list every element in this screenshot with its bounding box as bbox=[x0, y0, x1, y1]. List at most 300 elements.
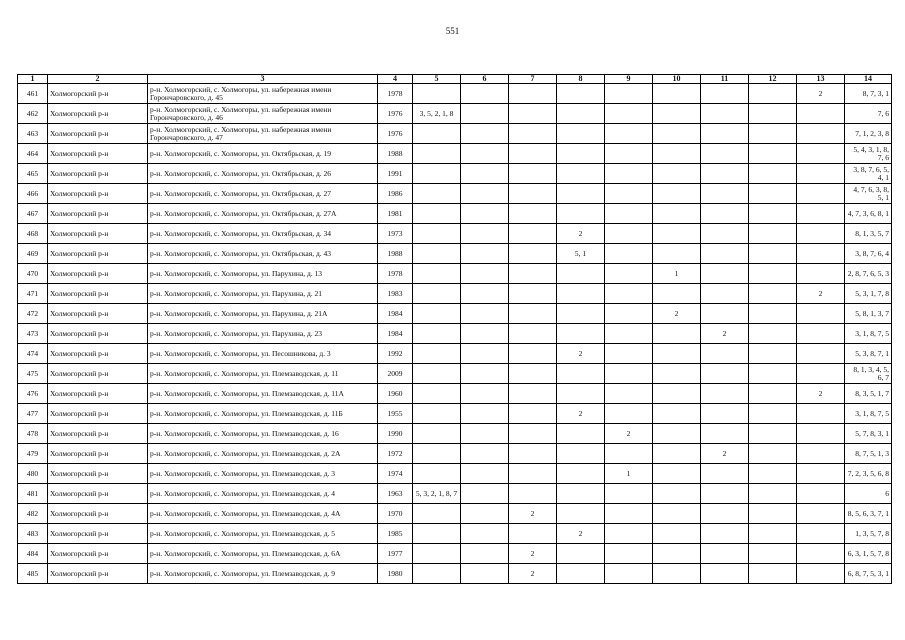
cell-col-10 bbox=[653, 404, 701, 424]
cell-col-7: 2 bbox=[509, 564, 557, 584]
cell-col-10 bbox=[653, 484, 701, 504]
cell-district: Холмогорский р-н bbox=[48, 404, 148, 424]
cell-col-6 bbox=[461, 244, 509, 264]
cell-col-10 bbox=[653, 324, 701, 344]
cell-col-9 bbox=[605, 244, 653, 264]
cell-col-14: 1, 3, 5, 7, 8 bbox=[845, 524, 892, 544]
cell-col-11 bbox=[701, 304, 749, 324]
cell-col-8 bbox=[557, 264, 605, 284]
cell-col-7 bbox=[509, 524, 557, 544]
cell-col-5 bbox=[413, 244, 461, 264]
cell-col-6 bbox=[461, 384, 509, 404]
cell-year: 1981 bbox=[378, 204, 413, 224]
cell-col-13 bbox=[797, 244, 845, 264]
cell-col-6 bbox=[461, 324, 509, 344]
cell-col-11 bbox=[701, 104, 749, 124]
column-header-2: 2 bbox=[48, 75, 148, 84]
cell-year: 1992 bbox=[378, 344, 413, 364]
column-header-7: 7 bbox=[509, 75, 557, 84]
cell-col-5 bbox=[413, 404, 461, 424]
cell-col-5 bbox=[413, 564, 461, 584]
cell-col-6 bbox=[461, 444, 509, 464]
cell-col-13 bbox=[797, 404, 845, 424]
cell-col-6 bbox=[461, 104, 509, 124]
cell-col-14: 8, 7, 5, 1, 3 bbox=[845, 444, 892, 464]
table-row bbox=[18, 404, 892, 424]
cell-col-10 bbox=[653, 284, 701, 304]
cell-col-5 bbox=[413, 424, 461, 444]
cell-address: р-н. Холмогорский, с. Холмогоры, ул. Племзаводская, д. 16 bbox=[148, 424, 378, 444]
cell-col-14: 5, 8, 1, 3, 7 bbox=[845, 304, 892, 324]
cell-row-number: 476 bbox=[18, 384, 48, 404]
table-header-row bbox=[18, 75, 892, 84]
cell-col-13 bbox=[797, 504, 845, 524]
cell-col-12 bbox=[749, 224, 797, 244]
cell-col-9 bbox=[605, 324, 653, 344]
cell-address: р-н. Холмогорский, с. Холмогоры, ул. Племзаводская, д. 4А bbox=[148, 504, 378, 524]
cell-col-8 bbox=[557, 104, 605, 124]
cell-col-6 bbox=[461, 144, 509, 164]
cell-col-10 bbox=[653, 164, 701, 184]
cell-col-10 bbox=[653, 84, 701, 104]
cell-address: р-н. Холмогорский, с. Холмогоры, ул. Племзаводская, д. 11А bbox=[148, 384, 378, 404]
cell-district: Холмогорский р-н bbox=[48, 244, 148, 264]
cell-col-5 bbox=[413, 144, 461, 164]
cell-row-number: 478 bbox=[18, 424, 48, 444]
cell-col-11 bbox=[701, 344, 749, 364]
cell-row-number: 483 bbox=[18, 524, 48, 544]
cell-col-12 bbox=[749, 284, 797, 304]
table-row bbox=[18, 424, 892, 444]
cell-col-13 bbox=[797, 304, 845, 324]
column-header-13: 13 bbox=[797, 75, 845, 84]
cell-col-13 bbox=[797, 324, 845, 344]
cell-row-number: 471 bbox=[18, 284, 48, 304]
cell-col-8 bbox=[557, 444, 605, 464]
cell-col-10 bbox=[653, 204, 701, 224]
cell-row-number: 467 bbox=[18, 204, 48, 224]
cell-col-13 bbox=[797, 164, 845, 184]
cell-col-7 bbox=[509, 464, 557, 484]
cell-col-9 bbox=[605, 544, 653, 564]
cell-col-14: 8, 7, 3, 1 bbox=[845, 84, 892, 104]
cell-col-7 bbox=[509, 404, 557, 424]
cell-col-11 bbox=[701, 204, 749, 224]
cell-district: Холмогорский р-н bbox=[48, 124, 148, 144]
cell-year: 1963 bbox=[378, 484, 413, 504]
cell-col-10 bbox=[653, 224, 701, 244]
cell-col-14: 4, 7, 3, 6, 8, 1 bbox=[845, 204, 892, 224]
cell-col-6 bbox=[461, 464, 509, 484]
cell-col-9 bbox=[605, 164, 653, 184]
cell-row-number: 485 bbox=[18, 564, 48, 584]
cell-address: р-н. Холмогорский, с. Холмогоры, ул. Октябрьская, д. 34 bbox=[148, 224, 378, 244]
table-row bbox=[18, 384, 892, 404]
cell-col-9 bbox=[605, 484, 653, 504]
table-row bbox=[18, 524, 892, 544]
cell-col-8 bbox=[557, 544, 605, 564]
cell-district: Холмогорский р-н bbox=[48, 364, 148, 384]
cell-col-14: 3, 1, 8, 7, 5 bbox=[845, 324, 892, 344]
cell-col-13 bbox=[797, 364, 845, 384]
cell-district: Холмогорский р-н bbox=[48, 344, 148, 364]
cell-col-8 bbox=[557, 364, 605, 384]
cell-col-8 bbox=[557, 304, 605, 324]
cell-col-6 bbox=[461, 204, 509, 224]
cell-col-12 bbox=[749, 304, 797, 324]
cell-col-5 bbox=[413, 384, 461, 404]
table-row bbox=[18, 204, 892, 224]
cell-year: 1978 bbox=[378, 84, 413, 104]
cell-col-12 bbox=[749, 544, 797, 564]
cell-col-7 bbox=[509, 424, 557, 444]
cell-col-13 bbox=[797, 424, 845, 444]
cell-col-6 bbox=[461, 364, 509, 384]
cell-col-6 bbox=[461, 284, 509, 304]
cell-col-9: 2 bbox=[605, 424, 653, 444]
cell-col-5 bbox=[413, 524, 461, 544]
cell-col-5 bbox=[413, 284, 461, 304]
cell-col-5 bbox=[413, 264, 461, 284]
cell-row-number: 461 bbox=[18, 84, 48, 104]
cell-col-13 bbox=[797, 224, 845, 244]
table-row bbox=[18, 344, 892, 364]
cell-year: 1977 bbox=[378, 544, 413, 564]
cell-col-5 bbox=[413, 444, 461, 464]
cell-col-6 bbox=[461, 84, 509, 104]
cell-col-10 bbox=[653, 424, 701, 444]
cell-col-12 bbox=[749, 324, 797, 344]
column-header-5: 5 bbox=[413, 75, 461, 84]
table-row bbox=[18, 104, 892, 124]
cell-col-13 bbox=[797, 184, 845, 204]
cell-district: Холмогорский р-н bbox=[48, 384, 148, 404]
cell-col-14: 5, 3, 1, 7, 8 bbox=[845, 284, 892, 304]
cell-col-9 bbox=[605, 504, 653, 524]
cell-col-13 bbox=[797, 524, 845, 544]
cell-district: Холмогорский р-н bbox=[48, 144, 148, 164]
cell-col-7: 2 bbox=[509, 544, 557, 564]
cell-address: р-н. Холмогорский, с. Холмогоры, ул. Племзаводская, д. 11Б bbox=[148, 404, 378, 424]
cell-address: р-н. Холмогорский, с. Холмогоры, ул. Песошникова, д. 3 bbox=[148, 344, 378, 364]
cell-col-5 bbox=[413, 184, 461, 204]
cell-col-12 bbox=[749, 104, 797, 124]
cell-col-8: 5, 1 bbox=[557, 244, 605, 264]
cell-col-10 bbox=[653, 364, 701, 384]
cell-row-number: 474 bbox=[18, 344, 48, 364]
cell-col-8 bbox=[557, 484, 605, 504]
cell-col-14: 6, 3, 1, 5, 7, 8 bbox=[845, 544, 892, 564]
cell-col-7 bbox=[509, 244, 557, 264]
cell-address: р-н. Холмогорский, с. Холмогоры, ул. набережная имени Горончаровского, д. 45 bbox=[148, 84, 378, 104]
cell-district: Холмогорский р-н bbox=[48, 564, 148, 584]
cell-col-11 bbox=[701, 424, 749, 444]
cell-col-7 bbox=[509, 324, 557, 344]
cell-col-12 bbox=[749, 464, 797, 484]
cell-address: р-н. Холмогорский, с. Холмогоры, ул. Парухина, д. 23 bbox=[148, 324, 378, 344]
cell-col-6 bbox=[461, 344, 509, 364]
cell-col-9 bbox=[605, 304, 653, 324]
cell-district: Холмогорский р-н bbox=[48, 444, 148, 464]
table-row bbox=[18, 544, 892, 564]
cell-col-10 bbox=[653, 444, 701, 464]
cell-col-8 bbox=[557, 144, 605, 164]
cell-col-10 bbox=[653, 384, 701, 404]
cell-col-8: 2 bbox=[557, 404, 605, 424]
cell-col-5 bbox=[413, 324, 461, 344]
cell-col-9 bbox=[605, 524, 653, 544]
cell-col-11 bbox=[701, 484, 749, 504]
cell-col-8 bbox=[557, 504, 605, 524]
table-row bbox=[18, 244, 892, 264]
cell-col-12 bbox=[749, 504, 797, 524]
cell-col-10 bbox=[653, 564, 701, 584]
cell-year: 1980 bbox=[378, 564, 413, 584]
cell-col-12 bbox=[749, 184, 797, 204]
cell-col-13 bbox=[797, 264, 845, 284]
table-row bbox=[18, 164, 892, 184]
cell-year: 1978 bbox=[378, 264, 413, 284]
cell-col-7 bbox=[509, 304, 557, 324]
cell-row-number: 480 bbox=[18, 464, 48, 484]
cell-col-14: 4, 7, 6, 3, 8, 5, 1 bbox=[845, 184, 892, 204]
cell-col-12 bbox=[749, 384, 797, 404]
cell-col-6 bbox=[461, 484, 509, 504]
cell-year: 1986 bbox=[378, 184, 413, 204]
cell-col-14: 5, 3, 8, 7, 1 bbox=[845, 344, 892, 364]
cell-col-5 bbox=[413, 84, 461, 104]
cell-col-14: 7, 1, 2, 3, 8 bbox=[845, 124, 892, 144]
cell-col-10 bbox=[653, 524, 701, 544]
cell-col-13 bbox=[797, 564, 845, 584]
cell-district: Холмогорский р-н bbox=[48, 324, 148, 344]
cell-col-9 bbox=[605, 184, 653, 204]
cell-col-10 bbox=[653, 504, 701, 524]
cell-col-8: 2 bbox=[557, 524, 605, 544]
cell-row-number: 470 bbox=[18, 264, 48, 284]
cell-col-11 bbox=[701, 224, 749, 244]
table-row bbox=[18, 364, 892, 384]
cell-col-12 bbox=[749, 404, 797, 424]
cell-col-11 bbox=[701, 464, 749, 484]
cell-col-12 bbox=[749, 344, 797, 364]
column-header-14: 14 bbox=[845, 75, 892, 84]
cell-col-13 bbox=[797, 344, 845, 364]
cell-col-8 bbox=[557, 284, 605, 304]
cell-col-14: 3, 8, 7, 6, 4 bbox=[845, 244, 892, 264]
cell-year: 1988 bbox=[378, 144, 413, 164]
cell-col-6 bbox=[461, 424, 509, 444]
cell-col-9 bbox=[605, 204, 653, 224]
cell-year: 1991 bbox=[378, 164, 413, 184]
cell-address: р-н. Холмогорский, с. Холмогоры, ул. Племзаводская, д. 4 bbox=[148, 484, 378, 504]
cell-col-7 bbox=[509, 124, 557, 144]
column-header-8: 8 bbox=[557, 75, 605, 84]
cell-address: р-н. Холмогорский, с. Холмогоры, ул. Октябрьская, д. 26 bbox=[148, 164, 378, 184]
cell-col-12 bbox=[749, 564, 797, 584]
cell-col-13 bbox=[797, 444, 845, 464]
cell-col-13: 2 bbox=[797, 84, 845, 104]
cell-district: Холмогорский р-н bbox=[48, 304, 148, 324]
cell-col-9 bbox=[605, 104, 653, 124]
cell-district: Холмогорский р-н bbox=[48, 224, 148, 244]
cell-year: 1984 bbox=[378, 324, 413, 344]
cell-col-5 bbox=[413, 124, 461, 144]
cell-col-11 bbox=[701, 264, 749, 284]
cell-col-11: 2 bbox=[701, 324, 749, 344]
cell-col-11 bbox=[701, 244, 749, 264]
cell-district: Холмогорский р-н bbox=[48, 544, 148, 564]
table-row bbox=[18, 184, 892, 204]
cell-col-11 bbox=[701, 124, 749, 144]
cell-district: Холмогорский р-н bbox=[48, 284, 148, 304]
cell-col-14: 6 bbox=[845, 484, 892, 504]
cell-col-12 bbox=[749, 164, 797, 184]
cell-row-number: 481 bbox=[18, 484, 48, 504]
cell-year: 1990 bbox=[378, 424, 413, 444]
cell-col-11 bbox=[701, 404, 749, 424]
cell-col-8: 2 bbox=[557, 224, 605, 244]
cell-address: р-н. Холмогорский, с. Холмогоры, ул. Парухина, д. 21 bbox=[148, 284, 378, 304]
cell-row-number: 468 bbox=[18, 224, 48, 244]
cell-col-14: 8, 1, 3, 4, 5, 6, 7 bbox=[845, 364, 892, 384]
cell-col-7 bbox=[509, 104, 557, 124]
cell-col-7 bbox=[509, 164, 557, 184]
table-row bbox=[18, 464, 892, 484]
column-header-6: 6 bbox=[461, 75, 509, 84]
cell-col-5 bbox=[413, 464, 461, 484]
cell-col-6 bbox=[461, 304, 509, 324]
cell-address: р-н. Холмогорский, с. Холмогоры, ул. Октябрьская, д. 27 bbox=[148, 184, 378, 204]
cell-col-6 bbox=[461, 524, 509, 544]
cell-col-14: 8, 1, 3, 5, 7 bbox=[845, 224, 892, 244]
cell-address: р-н. Холмогорский, с. Холмогоры, ул. Парухина, д. 13 bbox=[148, 264, 378, 284]
cell-col-10 bbox=[653, 184, 701, 204]
cell-col-13 bbox=[797, 204, 845, 224]
cell-address: р-н. Холмогорский, с. Холмогоры, ул. Парухина, д. 21А bbox=[148, 304, 378, 324]
cell-year: 1984 bbox=[378, 304, 413, 324]
cell-district: Холмогорский р-н bbox=[48, 464, 148, 484]
cell-col-7 bbox=[509, 444, 557, 464]
cell-col-9 bbox=[605, 564, 653, 584]
cell-col-9 bbox=[605, 264, 653, 284]
table-row bbox=[18, 504, 892, 524]
cell-col-11 bbox=[701, 544, 749, 564]
cell-address: р-н. Холмогорский, с. Холмогоры, ул. Племзаводская, д. 5 bbox=[148, 524, 378, 544]
cell-col-5: 3, 5, 2, 1, 8 bbox=[413, 104, 461, 124]
cell-col-10: 2 bbox=[653, 304, 701, 324]
cell-col-8 bbox=[557, 464, 605, 484]
cell-year: 1976 bbox=[378, 124, 413, 144]
cell-col-5 bbox=[413, 204, 461, 224]
cell-col-13 bbox=[797, 464, 845, 484]
cell-col-11 bbox=[701, 564, 749, 584]
cell-district: Холмогорский р-н bbox=[48, 484, 148, 504]
cell-address: р-н. Холмогорский, с. Холмогоры, ул. Племзаводская, д. 9 bbox=[148, 564, 378, 584]
cell-col-5 bbox=[413, 364, 461, 384]
cell-col-14: 5, 4, 3, 1, 8, 7, 6 bbox=[845, 144, 892, 164]
cell-col-5 bbox=[413, 344, 461, 364]
cell-district: Холмогорский р-н bbox=[48, 184, 148, 204]
cell-col-11 bbox=[701, 384, 749, 404]
cell-year: 2009 bbox=[378, 364, 413, 384]
cell-col-8 bbox=[557, 84, 605, 104]
cell-col-11 bbox=[701, 164, 749, 184]
cell-col-7 bbox=[509, 144, 557, 164]
cell-col-8 bbox=[557, 384, 605, 404]
cell-col-14: 8, 3, 5, 1, 7 bbox=[845, 384, 892, 404]
cell-col-6 bbox=[461, 564, 509, 584]
cell-col-12 bbox=[749, 244, 797, 264]
table-row bbox=[18, 264, 892, 284]
cell-col-10 bbox=[653, 244, 701, 264]
cell-col-8 bbox=[557, 164, 605, 184]
cell-year: 1973 bbox=[378, 224, 413, 244]
table-row bbox=[18, 304, 892, 324]
cell-year: 1970 bbox=[378, 504, 413, 524]
cell-col-8 bbox=[557, 204, 605, 224]
cell-address: р-н. Холмогорский, с. Холмогоры, ул. Племзаводская, д. 2А bbox=[148, 444, 378, 464]
cell-col-14: 3, 8, 7, 6, 5, 4, 1 bbox=[845, 164, 892, 184]
cell-col-12 bbox=[749, 204, 797, 224]
cell-col-9 bbox=[605, 144, 653, 164]
cell-col-7 bbox=[509, 204, 557, 224]
cell-col-10 bbox=[653, 144, 701, 164]
cell-year: 1955 bbox=[378, 404, 413, 424]
cell-row-number: 469 bbox=[18, 244, 48, 264]
cell-col-11: 2 bbox=[701, 444, 749, 464]
cell-col-7 bbox=[509, 224, 557, 244]
cell-district: Холмогорский р-н bbox=[48, 424, 148, 444]
cell-col-11 bbox=[701, 184, 749, 204]
cell-col-5 bbox=[413, 544, 461, 564]
cell-col-11 bbox=[701, 144, 749, 164]
cell-col-5 bbox=[413, 504, 461, 524]
cell-row-number: 462 bbox=[18, 104, 48, 124]
cell-col-7 bbox=[509, 284, 557, 304]
cell-col-12 bbox=[749, 84, 797, 104]
cell-col-12 bbox=[749, 264, 797, 284]
cell-col-8: 2 bbox=[557, 344, 605, 364]
column-header-10: 10 bbox=[653, 75, 701, 84]
cell-col-14: 5, 7, 8, 3, 1 bbox=[845, 424, 892, 444]
cell-address: р-н. Холмогорский, с. Холмогоры, ул. Октябрьская, д. 43 bbox=[148, 244, 378, 264]
cell-col-12 bbox=[749, 124, 797, 144]
table-row bbox=[18, 224, 892, 244]
cell-row-number: 473 bbox=[18, 324, 48, 344]
table-row bbox=[18, 284, 892, 304]
cell-col-7 bbox=[509, 384, 557, 404]
cell-col-14: 7, 6 bbox=[845, 104, 892, 124]
table-row bbox=[18, 484, 892, 504]
cell-col-9 bbox=[605, 124, 653, 144]
cell-col-10 bbox=[653, 464, 701, 484]
cell-col-9 bbox=[605, 404, 653, 424]
cell-year: 1974 bbox=[378, 464, 413, 484]
cell-row-number: 482 bbox=[18, 504, 48, 524]
cell-col-7 bbox=[509, 364, 557, 384]
table-row bbox=[18, 564, 892, 584]
cell-address: р-н. Холмогорский, с. Холмогоры, ул. Племзаводская, д. 3 bbox=[148, 464, 378, 484]
cell-col-6 bbox=[461, 544, 509, 564]
table-row bbox=[18, 144, 892, 164]
cell-year: 1983 bbox=[378, 284, 413, 304]
table-row bbox=[18, 444, 892, 464]
cell-year: 1960 bbox=[378, 384, 413, 404]
cell-col-13: 2 bbox=[797, 384, 845, 404]
cell-col-9 bbox=[605, 444, 653, 464]
cell-district: Холмогорский р-н bbox=[48, 204, 148, 224]
